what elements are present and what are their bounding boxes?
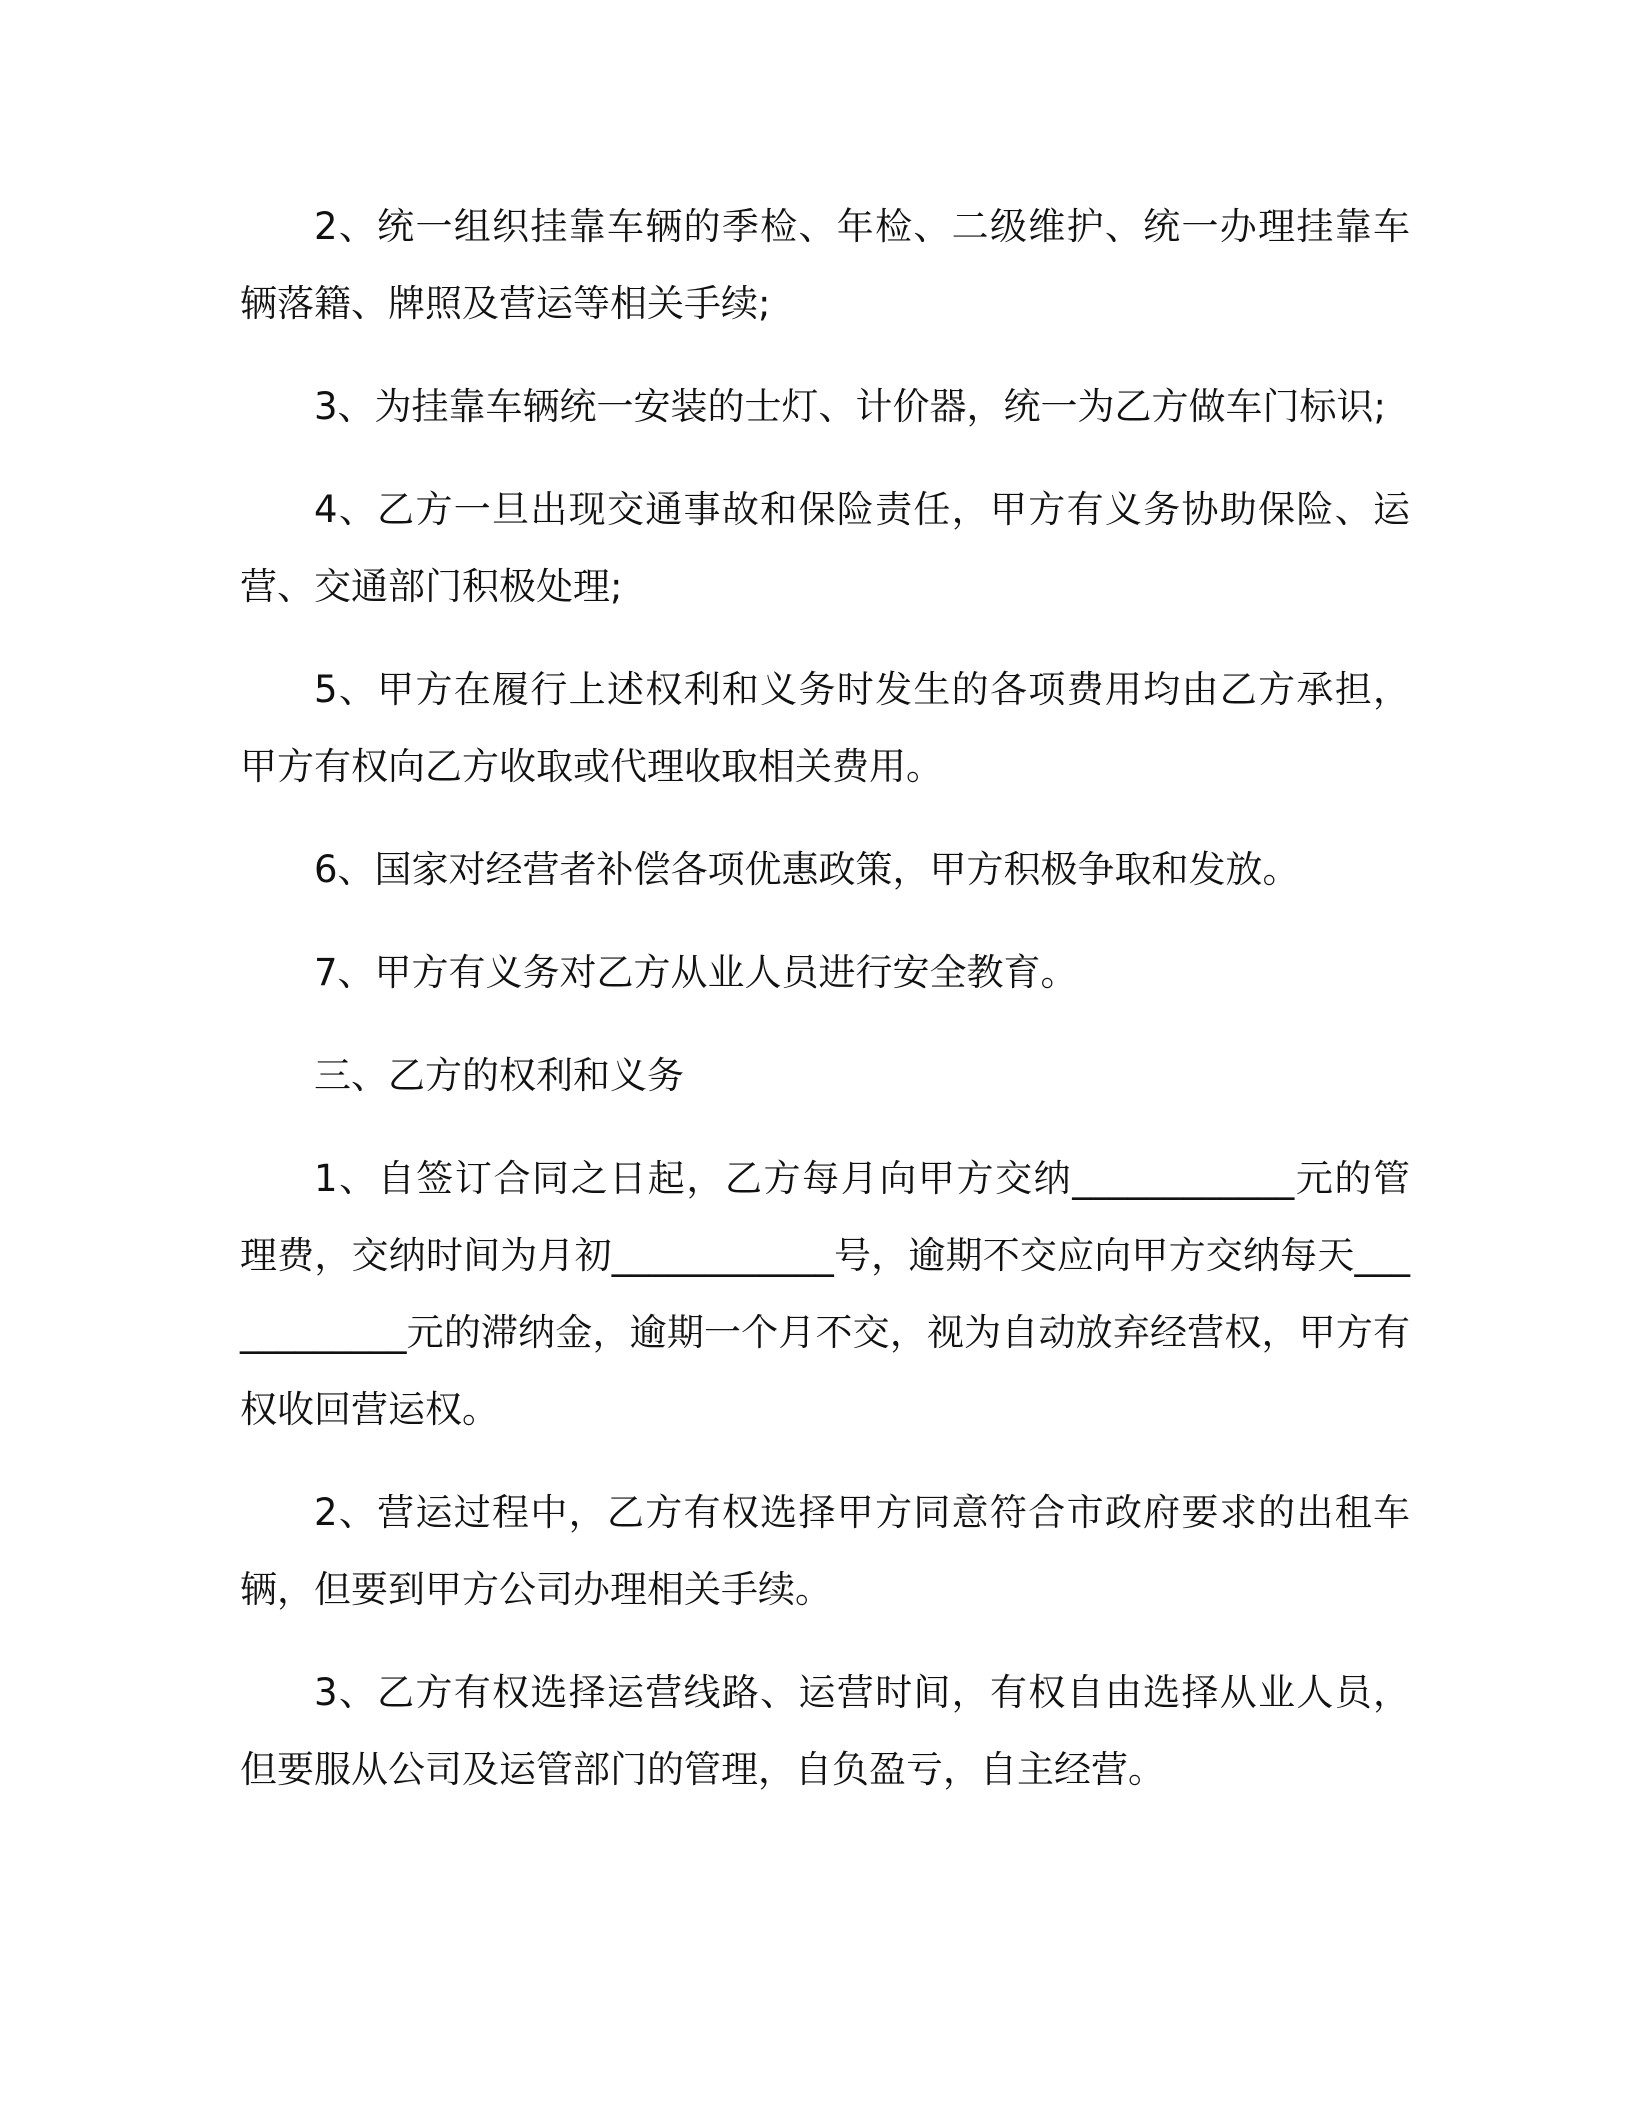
document-body [240,188,1410,1834]
paragraph-a-2: 2、统一组织挂靠车辆的季检、年检、二级维护、统一办理挂靠车辆落籍、牌照及营运等相关手续; [240,205,1410,325]
paragraph-a-5: 5、甲方在履行上述权利和义务时发生的各项费用均由乙方承担，甲方有权向乙方收取或代理收取相关费用。 [240,668,1410,788]
paragraph-b-2: 2、营运过程中，乙方有权选择甲方同意符合市政府要求的出租车辆，但要到甲方公司办理相关手续。 [240,1491,1410,1611]
paragraph-a-3: 3、为挂靠车辆统一安装的士灯、计价器，统一为乙方做车门标识; [314,385,1387,428]
paragraph-a-4: 4、乙方一旦出现交通事故和保险责任，甲方有义务协助保险、运营、交通部门积极处理; [240,488,1410,608]
paragraph-a-7: 7、甲方有义务对乙方从业人员进行安全教育。 [314,951,1078,994]
paragraph-b-1: 1、自签订合同之日起，乙方每月向甲方交纳____________元的管理费，交纳时间为月初____________号，逾期不交应向甲方交纳每天____________元的滞纳金，逾期一个月不交，视为自动放弃经营权，甲方有权收回营运权。 [240,1157,1410,1431]
section-heading-party-b: 三、乙方的权利和义务 [314,1054,684,1097]
paragraph-a-6: 6、国家对经营者补偿各项优惠政策，甲方积极争取和发放。 [314,848,1300,891]
paragraph-b-3: 3、乙方有权选择运营线路、运营时间，有权自由选择从业人员，但要服从公司及运管部门的管理，自负盈亏，自主经营。 [240,1671,1410,1791]
